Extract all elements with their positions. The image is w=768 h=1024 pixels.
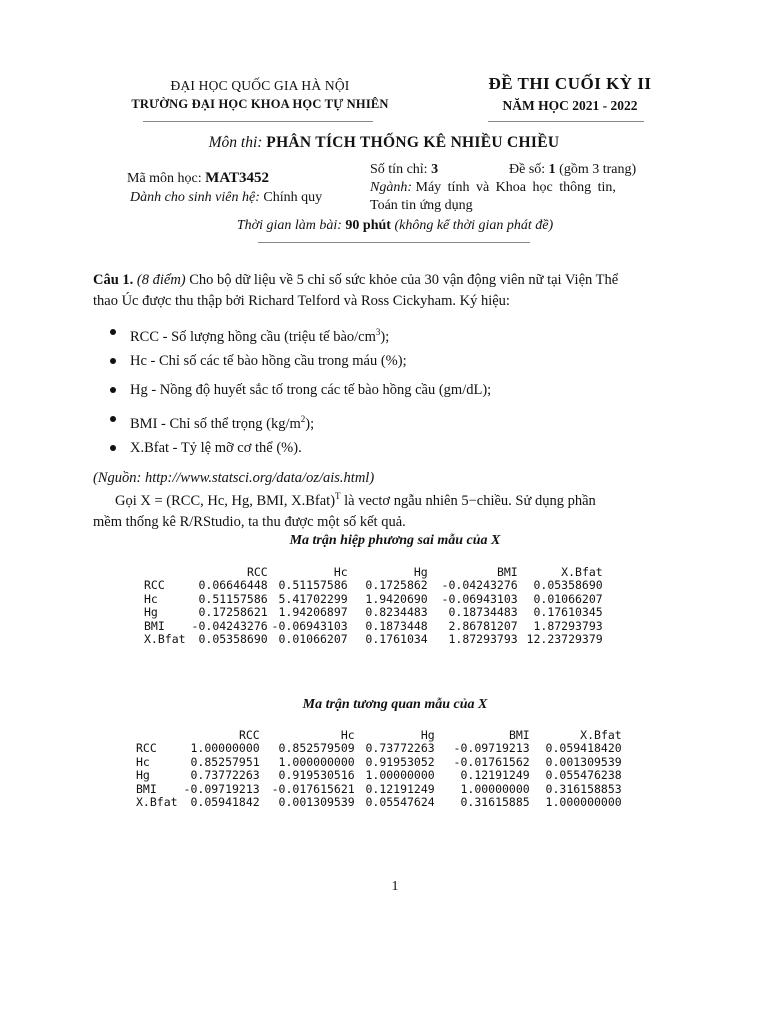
list-item: X.Bfat - Tỷ lệ mỡ cơ thể (%).	[108, 438, 698, 467]
variable-list	[108, 322, 698, 467]
list-item: Hc - Chỉ số các tế bào hồng cầu trong máu (%);	[108, 351, 698, 380]
row-label: X.Bfat	[144, 632, 186, 647]
cov-matrix-title: Ma trận hiệp phương sai mẫu của X	[289, 533, 501, 548]
list-item: Hg - Nồng độ huyết sắc tố trong các tế bào hồng cầu (gm/dL);	[108, 380, 698, 409]
school-name: TRƯỜNG ĐẠI HỌC KHOA HỌC TỰ NHIÊN	[131, 97, 389, 111]
audience-value: Chính quy	[263, 190, 323, 205]
time-label: Thời gian làm bài:	[236, 218, 342, 233]
header-left	[95, 76, 425, 114]
table-header-row	[144, 566, 603, 579]
list-item: BMI - Chỉ số thể trọng $(kg/m^2)$;	[108, 409, 698, 438]
major-value-2: Toán tin ứng dụng	[370, 198, 473, 213]
major-label: Ngành:	[370, 180, 412, 195]
subject-name: PHÂN TÍCH THỐNG KÊ NHIỀU CHIỀU	[266, 134, 560, 151]
major-line-1	[370, 179, 616, 196]
bullet-icon	[110, 387, 116, 393]
cov-matrix-table	[144, 566, 603, 646]
column-header: RCC	[238, 728, 260, 742]
time-value: 90 phút	[345, 218, 391, 233]
question-points: (8 điểm)	[136, 272, 186, 288]
school-year: NĂM HỌC 2021 - 2022	[502, 98, 638, 113]
audience-label: Dành cho sinh viên hệ:	[130, 190, 260, 205]
header-right	[470, 74, 670, 114]
time-note: (không kể thời gian phát đề)	[394, 218, 554, 233]
column-header: RCC	[246, 565, 268, 579]
question-intro	[93, 270, 698, 312]
column-header: Hc	[333, 565, 348, 579]
row-label: X.Bfat	[136, 795, 178, 810]
table-header-row	[136, 729, 622, 742]
course-code: MAT3452	[205, 170, 270, 186]
cor-matrix-table	[136, 729, 622, 809]
credits-label: Số tín chỉ:	[370, 162, 428, 177]
bullet-icon	[110, 416, 116, 422]
column-header: X.Bfat	[561, 565, 603, 579]
header-right-rule	[488, 121, 644, 122]
question-label: Câu 1.	[93, 272, 134, 288]
table-row: BMI -0.09719213 -0.017615621 0.12191249 1.00000000 0.316158853	[136, 781, 622, 796]
audience-line	[130, 189, 322, 206]
info-rule	[258, 242, 530, 243]
table-row: Hg 0.17258621 1.94206897 0.8234483 0.18734483 0.17610345	[144, 605, 603, 620]
column-header: BMI	[496, 565, 518, 579]
question-intro-line-2: thao Úc được thu thập bởi Richard Telford và Ross Cickyham. Ký hiệu:	[93, 293, 510, 309]
list-item: RCC - Số lượng hồng cầu (triệu tế bào/$cm^3$);	[108, 322, 698, 351]
row-label: Hg	[136, 768, 150, 783]
pages-note: (gồm 3 trang)	[559, 162, 637, 177]
university-name: ĐẠI HỌC QUỐC GIA HÀ NỘI	[170, 78, 350, 93]
question-intro-line-1	[93, 270, 698, 291]
row-label: Hg	[144, 605, 158, 620]
subject-line	[0, 134, 768, 152]
exam-number: 1	[548, 162, 556, 177]
exam-title: ĐỀ THI CUỐI KỲ II	[488, 74, 652, 93]
table-row: X.Bfat 0.05358690 0.01066207 0.1761034 1.87293793 12.23729379	[144, 632, 603, 647]
column-header: Hg	[420, 728, 435, 742]
column-header: Hc	[340, 728, 355, 742]
table-row: BMI -0.04243276 -0.06943103 0.1873448 2.86781207 1.87293793	[144, 618, 603, 633]
row-label: BMI	[136, 781, 157, 796]
major-line-2	[370, 197, 473, 214]
row-label: RCC	[144, 578, 165, 593]
row-label: Hc	[144, 591, 158, 606]
course-code-label: Mã môn học:	[127, 171, 202, 186]
page-number: 1	[391, 879, 399, 894]
credits-value: 3	[431, 162, 439, 177]
table-row: Hg 0.73772263 0.919530516 1.00000000 0.12191249 0.055476238	[136, 768, 622, 783]
bullet-icon	[110, 358, 116, 364]
column-header: X.Bfat	[580, 728, 622, 742]
subject-label: Môn thi:	[208, 134, 263, 151]
question-paragraph-line-1: Gọi X = (RCC, Hc, Hg, BMI, X.Bfat)$^T$ là vectơ ngẫu nhiên 5−chiều. Sử dụng phần	[115, 491, 596, 509]
exam-number-label: Đề số:	[509, 162, 546, 177]
table-row: RCC 1.00000000 0.852579509 0.73772263 -0.09719213 0.059418420	[136, 741, 622, 756]
row-label: BMI	[144, 618, 165, 633]
table-row: X.Bfat 0.05941842 0.001309539 0.05547624 0.31615885 1.000000000	[136, 795, 622, 810]
cor-matrix-title: Ma trận tương quan mẫu của X	[302, 697, 488, 712]
table-row: Hc 0.51157586 5.41702299 1.9420690 -0.06943103 0.01066207	[144, 591, 603, 606]
bullet-icon	[110, 329, 116, 335]
data-source: (Nguồn: http://www.statsci.org/data/oz/ais.html)	[93, 470, 375, 486]
column-header: BMI	[508, 728, 530, 742]
table-row: Hc 0.85257951 1.000000000 0.91953052 -0.01761562 0.001309539	[136, 754, 622, 769]
column-header: Hg	[413, 565, 428, 579]
credits-line	[370, 161, 438, 178]
bullet-icon	[110, 445, 116, 451]
course-code-line	[127, 170, 269, 187]
exam-number-line	[509, 161, 636, 178]
time-line	[0, 217, 768, 234]
major-value-1: Máy tính và Khoa học thông tin,	[415, 180, 616, 195]
question-intro-text-1: Cho bộ dữ liệu về 5 chỉ số sức khỏe của 30 vận động viên nữ tại Viện Thể	[189, 272, 619, 288]
header-left-rule	[143, 121, 373, 122]
table-row: RCC 0.06646448 0.51157586 0.1725862 -0.04243276 0.05358690	[144, 578, 603, 593]
question-paragraph	[93, 486, 698, 533]
row-label: RCC	[136, 741, 157, 756]
row-label: Hc	[136, 754, 150, 769]
question-paragraph-line-2: mềm thống kê R/RStudio, ta thu được một số kết quả.	[93, 513, 406, 530]
